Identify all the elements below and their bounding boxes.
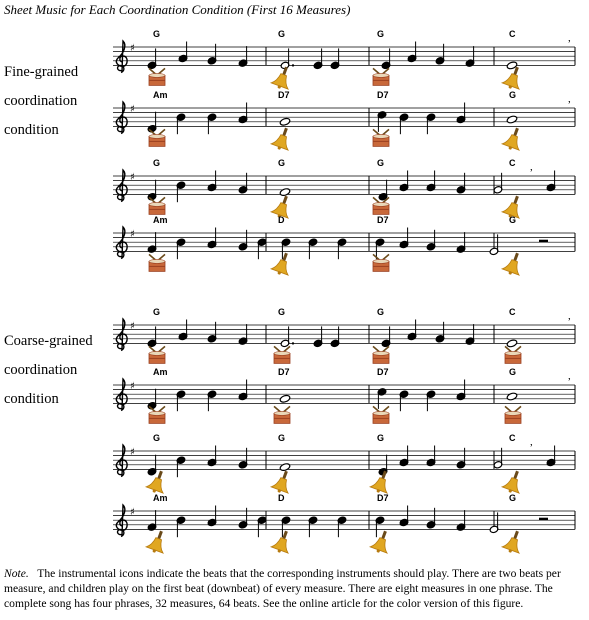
treble-clef [116, 319, 127, 350]
dot [292, 64, 294, 66]
bell-handle [513, 128, 519, 137]
treble-clef [116, 445, 127, 476]
bell-handle [282, 531, 288, 540]
treble-clef [116, 505, 127, 536]
note [407, 320, 417, 341]
chord-symbol: G [278, 307, 286, 317]
note [207, 228, 217, 249]
breath-mark: , [568, 370, 571, 382]
note [456, 232, 466, 253]
bell-handle [513, 531, 519, 540]
chord-symbol: C [509, 307, 516, 317]
bell-body [271, 476, 292, 493]
note [147, 112, 157, 133]
note [147, 389, 157, 410]
note [465, 324, 475, 345]
note [465, 46, 475, 67]
breath-mark: , [530, 436, 533, 448]
note [426, 390, 436, 411]
drum-icon [149, 346, 165, 363]
drum-icon [373, 346, 389, 363]
key-signature-sharp: ♯ [130, 43, 135, 54]
note [176, 516, 186, 537]
chord-symbol: Am [153, 493, 168, 503]
chord-symbol: G [153, 158, 161, 168]
note [279, 463, 290, 472]
note [308, 238, 318, 259]
note [506, 115, 517, 124]
note [257, 516, 267, 537]
chord-symbol: D7 [278, 90, 290, 100]
drum-head [149, 134, 165, 138]
handbell-icon [270, 125, 295, 152]
chord-symbol: D7 [377, 90, 389, 100]
notehead [506, 339, 517, 348]
drum-head [149, 73, 165, 77]
bell-handle [282, 253, 288, 262]
chord-symbol: G [509, 493, 517, 503]
bell-body [146, 476, 167, 493]
note [546, 446, 556, 467]
chord-symbol: D [278, 493, 285, 503]
note [279, 188, 290, 197]
drum-head [373, 259, 389, 263]
chord-symbol: G [377, 29, 385, 39]
drum-icon [505, 346, 521, 363]
breath-mark: , [568, 310, 571, 322]
drum-head [373, 411, 389, 415]
notehead [279, 188, 290, 197]
chord-symbol: G [377, 433, 385, 443]
figure-title: Sheet Music for Each Coordination Condition (First 16 Measures) [4, 2, 351, 17]
bell-handle [513, 196, 519, 205]
notehead [279, 117, 290, 126]
half-rest [539, 240, 548, 243]
condition-label-line: coordination [4, 93, 78, 109]
drum-icon [274, 406, 290, 423]
drum-head [373, 134, 389, 138]
drum-head [373, 351, 389, 355]
note-label: Note. [4, 567, 29, 580]
notehead [279, 463, 290, 472]
bell-handle [157, 531, 163, 540]
staff-line-2 [113, 90, 575, 152]
note [207, 171, 217, 192]
chord-symbol: Am [153, 215, 168, 225]
key-signature-sharp: ♯ [130, 447, 135, 458]
bell-body [502, 133, 523, 150]
drum-icon [149, 254, 165, 271]
drum-icon [373, 254, 389, 271]
note [238, 46, 248, 67]
drum-head [505, 351, 521, 355]
handbell-icon [501, 125, 526, 152]
condition-label-line: Coarse-grained [4, 333, 93, 349]
chord-symbol: C [509, 433, 516, 443]
note [399, 446, 409, 467]
drum-icon [274, 346, 290, 363]
drum-head [505, 411, 521, 415]
bell-body [370, 476, 391, 493]
bell-body [271, 258, 292, 275]
key-signature-sharp: ♯ [130, 321, 135, 332]
handbell-icon [145, 528, 170, 555]
drum-head [274, 411, 290, 415]
note [207, 446, 217, 467]
note [147, 180, 157, 201]
staff-line-1 [113, 307, 575, 363]
condition-label-line: condition [4, 122, 59, 138]
condition-label-line: condition [4, 391, 59, 407]
handbell-icon [501, 250, 526, 277]
key-signature-sharp: ♯ [130, 104, 135, 115]
notehead [506, 115, 517, 124]
key-signature-sharp: ♯ [130, 507, 135, 518]
treble-clef [116, 227, 127, 258]
note [279, 394, 290, 403]
note [337, 238, 347, 259]
bell-body [271, 72, 292, 89]
bell-body [370, 536, 391, 553]
bell-body [146, 536, 167, 553]
drum-icon [373, 68, 389, 85]
score-system-coarse [113, 307, 575, 555]
note [506, 339, 517, 348]
note-text: The instrumental icons indicate the beats that the corresponding instruments should play. There are two beats per measure, and children play on the first beat (downbeat) of every measure. There are eight measures in one phrase. The complete song has four phrases, 32 measures, 64 beats. See the online article for the color version of this figure. [4, 567, 561, 611]
note [207, 113, 217, 134]
chord-symbol: D [278, 215, 285, 225]
drum-icon [149, 129, 165, 146]
breath-mark: , [530, 161, 533, 173]
staff-line-2 [113, 367, 575, 423]
note [456, 380, 466, 401]
staff-line-3 [113, 158, 575, 220]
drum-icon [149, 68, 165, 85]
note [176, 113, 186, 134]
treble-clef [116, 102, 127, 133]
note [456, 103, 466, 124]
note [176, 456, 186, 477]
chord-symbol: D7 [278, 367, 290, 377]
note [506, 392, 517, 401]
note [238, 380, 248, 401]
note [207, 506, 217, 527]
chord-symbol: D7 [377, 493, 389, 503]
chord-symbol: G [509, 90, 517, 100]
condition-label-line: coordination [4, 362, 78, 378]
handbell-icon [270, 468, 295, 495]
drum-icon [373, 129, 389, 146]
bell-body [271, 536, 292, 553]
drum-head [373, 202, 389, 206]
condition-label-line: Fine-grained [4, 64, 79, 80]
half-rest [539, 518, 548, 521]
drum-head [149, 259, 165, 263]
breath-mark: , [568, 32, 571, 44]
drum-head [373, 73, 389, 77]
drum-head [149, 411, 165, 415]
bell-handle [157, 471, 163, 480]
chord-symbol: G [153, 29, 161, 39]
bell-handle [282, 471, 288, 480]
note [238, 103, 248, 124]
handbell-icon [501, 468, 526, 495]
note [407, 42, 417, 63]
bell-handle [513, 253, 519, 262]
chord-symbol: G [509, 215, 517, 225]
note [147, 455, 157, 476]
drum-head [149, 202, 165, 206]
notehead [279, 394, 290, 403]
drum-icon [149, 406, 165, 423]
note [207, 390, 217, 411]
bell-handle [381, 531, 387, 540]
chord-symbol: G [377, 307, 385, 317]
staff-line-4 [113, 493, 575, 555]
treble-clef [116, 379, 127, 410]
chord-symbol: D7 [377, 367, 389, 377]
drum-icon [505, 406, 521, 423]
bell-handle [282, 196, 288, 205]
bell-body [502, 72, 523, 89]
note [178, 320, 188, 341]
note [399, 171, 409, 192]
key-signature-sharp: ♯ [130, 381, 135, 392]
bell-body [271, 133, 292, 150]
score-system-fine [113, 29, 575, 277]
breath-mark: , [568, 93, 571, 105]
chord-symbol: G [278, 158, 286, 168]
note [279, 117, 290, 126]
note [426, 171, 436, 192]
bell-handle [282, 128, 288, 137]
drum-icon [149, 197, 165, 214]
note [257, 238, 267, 259]
note [147, 232, 157, 253]
handbell-icon [369, 528, 394, 555]
chord-symbol: G [377, 158, 385, 168]
bell-handle [513, 471, 519, 480]
key-signature-sharp: ♯ [130, 172, 135, 183]
handbell-icon [501, 528, 526, 555]
note [147, 510, 157, 531]
note [375, 238, 385, 259]
note [337, 516, 347, 537]
note [308, 516, 318, 537]
note [176, 238, 186, 259]
key-signature-sharp: ♯ [130, 229, 135, 240]
chord-symbol: G [509, 367, 517, 377]
note [377, 388, 387, 409]
note [399, 506, 409, 527]
note [456, 510, 466, 531]
staff-line-3 [113, 433, 575, 495]
note [399, 390, 409, 411]
note [546, 171, 556, 192]
chord-symbol: D7 [377, 215, 389, 225]
note [426, 446, 436, 467]
chord-symbol: C [509, 158, 516, 168]
notehead [506, 392, 517, 401]
bell-body [502, 258, 523, 275]
treble-clef [116, 170, 127, 201]
note [399, 113, 409, 134]
note [377, 111, 387, 132]
chord-symbol: G [278, 29, 286, 39]
figure-note [4, 566, 584, 612]
chord-symbol: C [509, 29, 516, 39]
treble-clef [116, 41, 127, 72]
note [399, 228, 409, 249]
chord-symbol: Am [153, 90, 168, 100]
dot [292, 342, 294, 344]
chord-symbol: Am [153, 367, 168, 377]
drum-icon [373, 406, 389, 423]
note [176, 390, 186, 411]
chord-symbol: G [153, 433, 161, 443]
drum-head [274, 351, 290, 355]
note [238, 324, 248, 345]
note [378, 180, 388, 201]
drum-head [149, 351, 165, 355]
note [178, 42, 188, 63]
bell-body [502, 536, 523, 553]
staff-line-4 [113, 215, 575, 277]
note [426, 113, 436, 134]
bell-body [502, 476, 523, 493]
chord-symbol: G [278, 433, 286, 443]
staff-line-1 [113, 29, 575, 91]
chord-symbol: G [153, 307, 161, 317]
note [176, 181, 186, 202]
